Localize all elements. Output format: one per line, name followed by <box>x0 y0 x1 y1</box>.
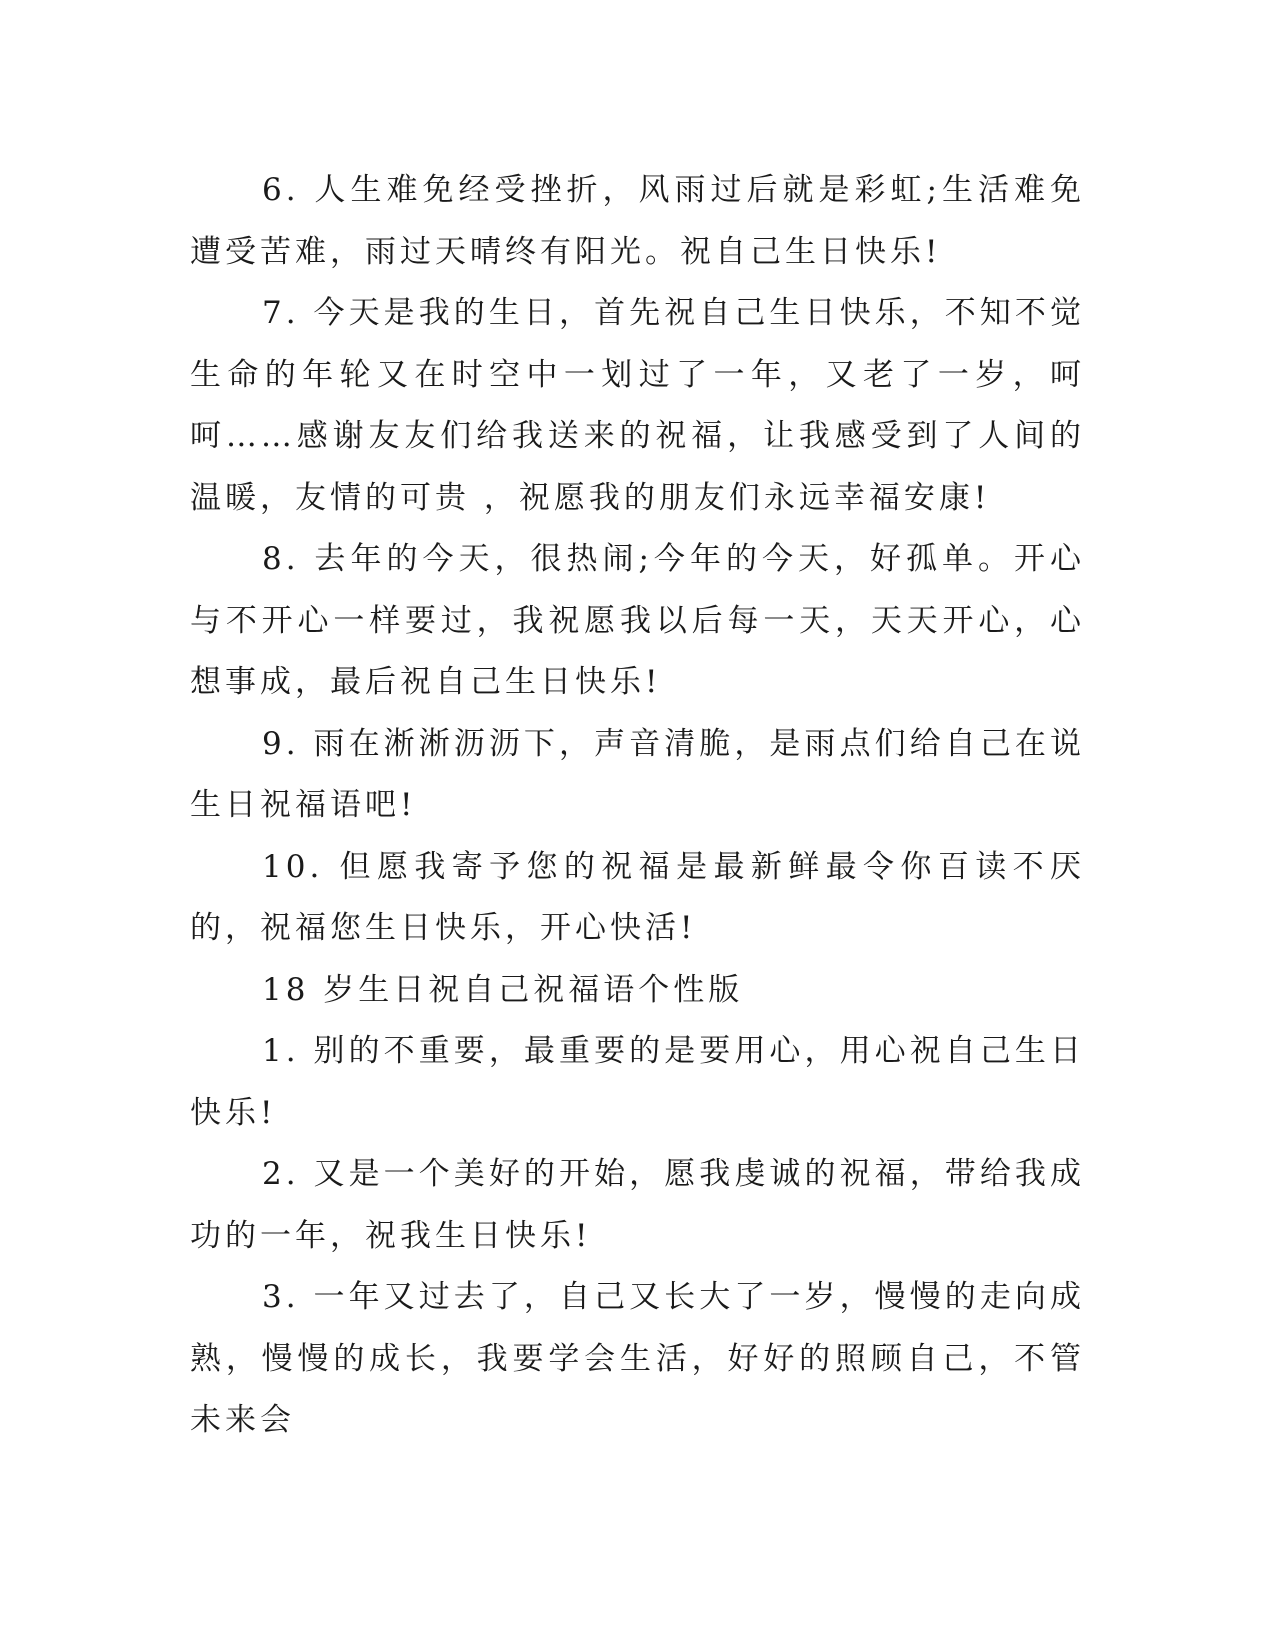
paragraph-item-10: 10. 但愿我寄予您的祝福是最新鲜最令你百读不厌的，祝福您生日快乐，开心快活! <box>190 848 1085 946</box>
paragraph-item-1: 1. 别的不重要，最重要的是要用心，用心祝自己生日快乐! <box>190 1033 1085 1131</box>
paragraph-item-9: 9. 雨在淅淅沥沥下，声音清脆，是雨点们给自己在说生日祝福语吧! <box>190 725 1085 823</box>
paragraph-item-8: 8. 去年的今天，很热闹;今年的今天，好孤单。开心与不开心一样要过，我祝愿我以后每一天，天天开心，心想事成，最后祝自己生日快乐! <box>190 541 1085 700</box>
paragraph-item-6: 6. 人生难免经受挫折，风雨过后就是彩虹;生活难免遭受苦难，雨过天晴终有阳光。祝自己生日快乐! <box>190 172 1085 270</box>
document-body <box>190 160 1085 1452</box>
paragraph-item-7: 7. 今天是我的生日，首先祝自己生日快乐，不知不觉生命的年轮又在时空中一划过了一年，又老了一岁，呵呵……感谢友友们给我送来的祝福，让我感受到了人间的温暖，友情的可贵 ，祝愿我的朋友们永远幸福安康! <box>190 295 1085 516</box>
paragraph-item-3: 3. 一年又过去了，自己又长大了一岁，慢慢的走向成熟，慢慢的成长，我要学会生活，好好的照顾自己，不管未来会 <box>190 1279 1085 1438</box>
paragraph-item-2: 2. 又是一个美好的开始，愿我虔诚的祝福，带给我成功的一年，祝我生日快乐! <box>190 1156 1085 1254</box>
section-heading: 18 岁生日祝自己祝福语个性版 <box>262 971 744 1008</box>
